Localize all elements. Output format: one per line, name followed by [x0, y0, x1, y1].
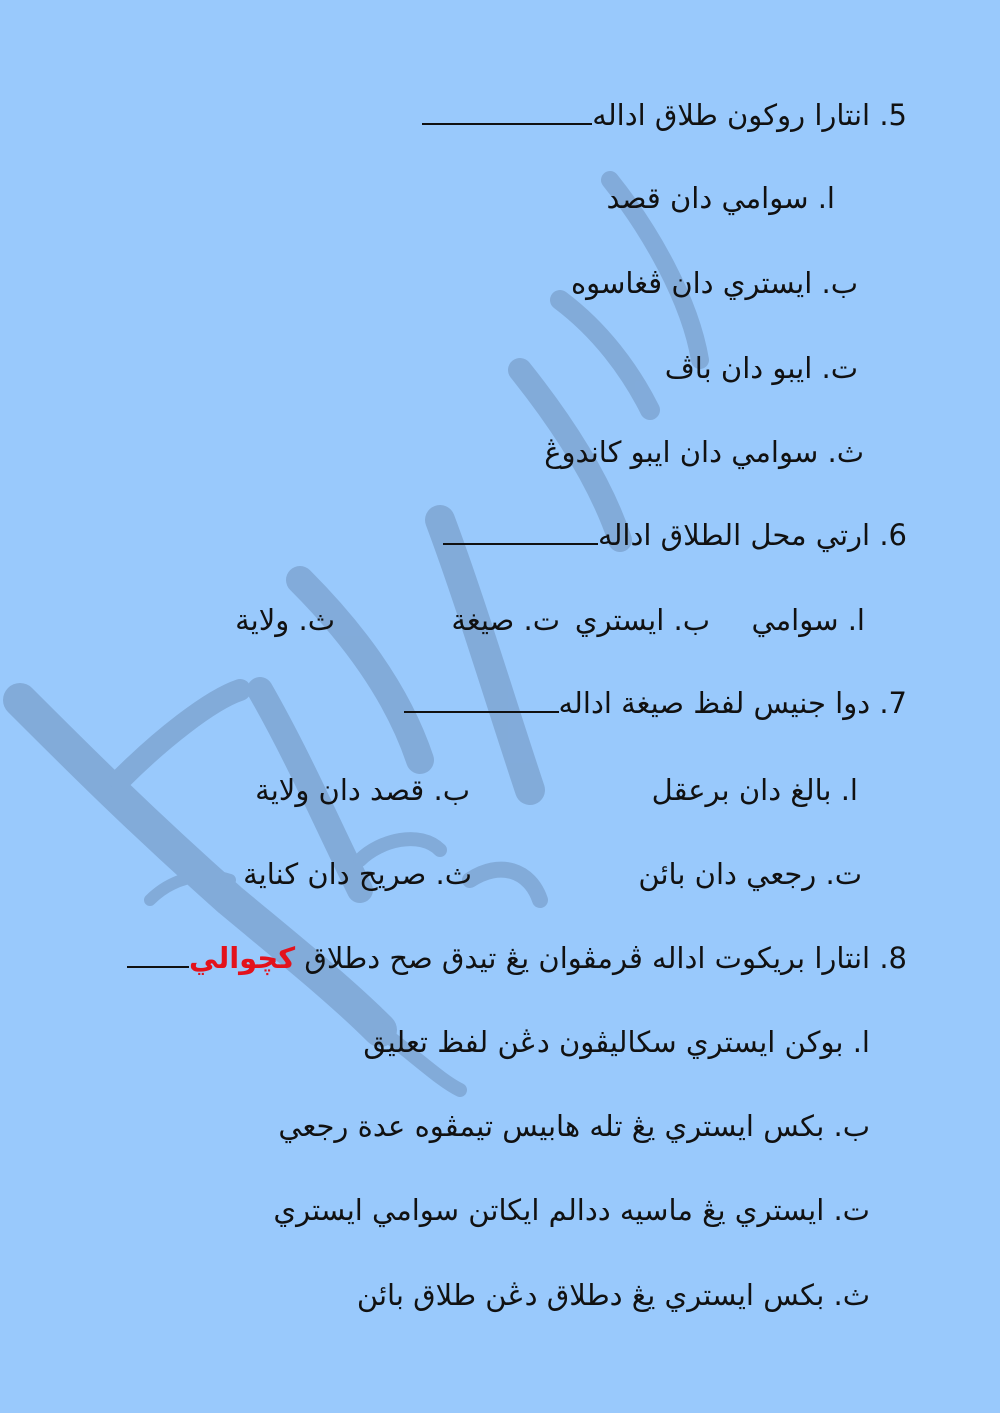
question-8: [127, 938, 907, 978]
emphasis-word: كچوالي: [189, 941, 296, 975]
option-ta: ت. ايبو دان باڤ: [664, 351, 858, 385]
answer-blank: [127, 940, 189, 968]
option-ba: ب. ايستري دان ڤغاسوه: [570, 266, 858, 300]
answer-blank: [443, 517, 598, 545]
option-ta: ت. صيغة: [451, 603, 560, 637]
question-5: [422, 95, 907, 135]
option-ta: ت. ايستري يڠ ماسيه ددالم ايكاتن سوامي ايستري: [273, 1193, 870, 1227]
option-alif: ا. سوامي: [751, 603, 865, 637]
option-alif: ا. بالغ دان برعقل: [651, 773, 858, 807]
question-text: ارتي محل الطلاق اداله: [598, 518, 871, 552]
option-ba: ب. ايستري: [574, 603, 710, 637]
option-tha: ث. بكس ايستري يڠ دطلاق دڠن طلاق بائن: [356, 1278, 870, 1312]
question-number: 7.: [879, 686, 907, 720]
option-ba: ب. قصد دان ولاية: [255, 773, 470, 807]
question-7: [404, 683, 908, 723]
option-tha: ث. سوامي دان ايبو كاندوڠ: [544, 435, 864, 469]
answer-blank: [422, 97, 592, 125]
option-ta: ت. رجعي دان بائن: [638, 857, 862, 891]
question-text: انتارا روكون طلاق اداله: [592, 98, 871, 132]
option-tha: ث. صريح دان كناية: [243, 857, 472, 891]
question-number: 8.: [879, 941, 907, 975]
question-number: 5.: [879, 98, 907, 132]
option-ba: ب. بكس ايستري يڠ تله هابيس تيمڤوه عدة رجعي: [278, 1109, 870, 1143]
question-6: [443, 515, 907, 555]
option-tha: ث. ولاية: [235, 603, 335, 637]
question-text: انتارا بريكوت اداله ڤرمڤوان يڠ تيدق صح دطلاق: [304, 941, 871, 975]
option-alif: ا. بوكن ايستري سكاليڤون دڠن لفظ تعليق: [363, 1025, 870, 1059]
answer-blank: [404, 685, 559, 713]
option-alif: ا. سوامي دان قصد: [606, 181, 835, 215]
question-number: 6.: [879, 518, 907, 552]
question-text: دوا جنيس لفظ صيغة اداله: [558, 686, 871, 720]
